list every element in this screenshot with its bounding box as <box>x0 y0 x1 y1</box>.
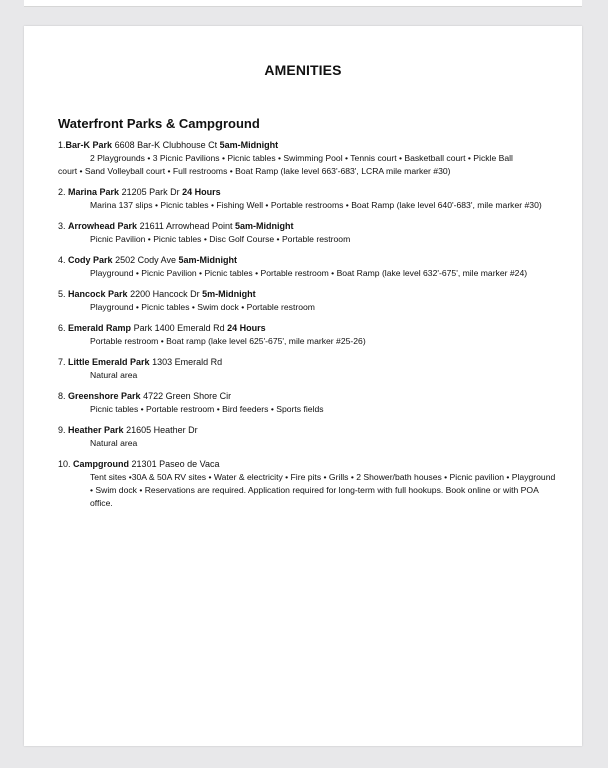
park-heading <box>58 356 558 369</box>
park-heading <box>58 458 558 471</box>
park-amenities: Marina 137 slips • Picnic tables • Fishing Well • Portable restrooms • Boat Ramp (lake level 640'-683', mile marker #30) <box>90 200 542 210</box>
park-heading <box>58 322 558 335</box>
park-name: Campground <box>73 459 130 469</box>
park-number: 1. <box>58 140 66 150</box>
park-hours: 24 Hours <box>182 187 221 197</box>
park-amenities: Natural area <box>90 438 138 448</box>
list-item <box>58 390 558 416</box>
park-address: 21605 Heather Dr <box>126 425 198 435</box>
park-number: 8. <box>58 391 66 401</box>
park-hours: 5am-Midnight <box>178 255 237 265</box>
park-address: Park 1400 Emerald Rd <box>133 323 225 333</box>
park-name: Arrowhead Park <box>68 221 138 231</box>
park-name: Greenshore Park <box>68 391 141 401</box>
park-hours: 5am-Midnight <box>219 140 279 150</box>
park-amenities: Natural area <box>90 370 138 380</box>
park-address: 4722 Green Shore Cir <box>143 391 232 401</box>
list-item <box>58 424 558 450</box>
previous-page-edge <box>24 0 582 7</box>
park-address: 2502 Cody Ave <box>115 255 176 265</box>
section-heading: Waterfront Parks & Campground <box>58 116 260 131</box>
park-amenities: Playground • Picnic Pavilion • Picnic tables • Portable restroom • Boat Ramp (lake level 632'-675', mile marker #24) <box>90 268 528 278</box>
park-number: 7. <box>58 357 66 367</box>
park-heading <box>58 424 558 437</box>
list-item <box>58 356 558 382</box>
park-number: 9. <box>58 425 66 435</box>
park-name: Little Emerald Park <box>68 357 150 367</box>
park-address: 1303 Emerald Rd <box>152 357 223 367</box>
park-address: 2200 Hancock Dr <box>130 289 200 299</box>
park-name: Bar-K Park <box>65 140 113 150</box>
park-hours: 5m-Midnight <box>202 289 256 299</box>
park-amenities: Picnic Pavilion • Picnic tables • Disc Golf Course • Portable restroom <box>90 234 351 244</box>
list-item <box>58 458 558 510</box>
park-amenities: Portable restroom • Boat ramp (lake level 625'-675', mile marker #25-26) <box>90 336 366 346</box>
park-number: 6. <box>58 323 66 333</box>
park-hours: 24 Hours <box>227 323 266 333</box>
park-hours: 5am-Midnight <box>235 221 294 231</box>
park-name: Cody Park <box>68 255 113 265</box>
park-list <box>58 139 558 518</box>
park-amenities: 2 Playgrounds • 3 Picnic Pavilions • Picnic tables • Swimming Pool • Tennis court • Basketball court • Pickle Ball <box>90 153 513 163</box>
park-number: 2. <box>58 187 66 197</box>
park-amenities: Playground • Picnic tables • Swim dock • Portable restroom <box>90 302 315 312</box>
park-number: 3. <box>58 221 66 231</box>
park-number: 10. <box>58 459 71 469</box>
park-heading <box>58 220 558 233</box>
park-name: Emerald Ramp <box>68 323 132 333</box>
park-name: Marina Park <box>68 187 120 197</box>
park-address: 21611 Arrowhead Point <box>139 221 233 231</box>
park-amenities: Tent sites •30A & 50A RV sites • Water & electricity • Fire pits • Grills • 2 Shower/bath houses • Picnic pavilion • Playground • Swim dock • Reservations are required. Application required for long-term with full hookups. Book online or with POA office. <box>90 472 556 508</box>
list-item <box>58 288 558 314</box>
list-item <box>58 254 558 280</box>
park-address: 6608 Bar-K Clubhouse Ct <box>114 140 218 150</box>
park-heading <box>58 288 558 301</box>
park-heading <box>58 139 558 152</box>
park-address: 21205 Park Dr <box>121 187 180 197</box>
park-amenities-continued: court • Sand Volleyball court • Full restrooms • Boat Ramp (lake level 663'-683', LCRA mile marker #30) <box>58 166 451 176</box>
park-number: 4. <box>58 255 66 265</box>
page-title: AMENITIES <box>264 62 342 78</box>
park-heading <box>58 254 558 267</box>
document-page <box>24 26 582 746</box>
park-number: 5. <box>58 289 66 299</box>
list-item <box>58 139 558 178</box>
list-item <box>58 322 558 348</box>
park-name: Hancock Park <box>68 289 128 299</box>
park-heading <box>58 186 558 199</box>
list-item <box>58 186 558 212</box>
park-address: 21301 Paseo de Vaca <box>131 459 220 469</box>
park-amenities: Picnic tables • Portable restroom • Bird feeders • Sports fields <box>90 404 324 414</box>
park-heading <box>58 390 558 403</box>
park-name: Heather Park <box>68 425 124 435</box>
list-item <box>58 220 558 246</box>
